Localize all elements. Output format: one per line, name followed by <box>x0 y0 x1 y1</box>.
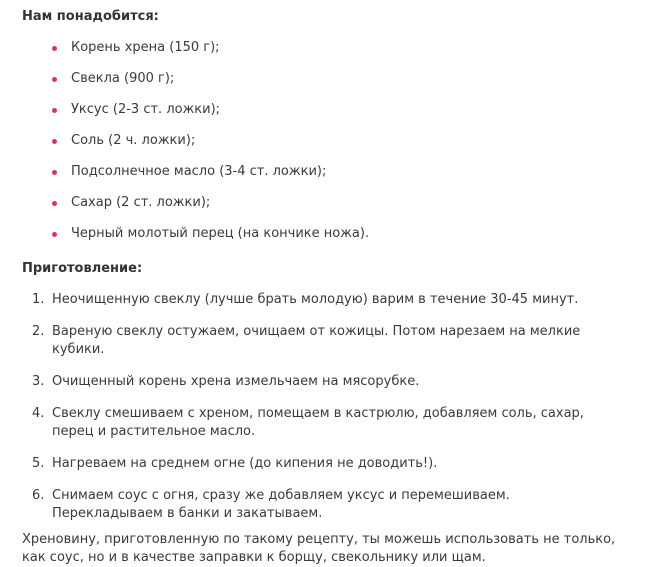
ingredient-text: Сахар (2 ст. ложки); <box>71 195 211 210</box>
ingredients-heading: Нам понадобится: <box>22 9 159 24</box>
bullet-dot-icon <box>52 232 57 237</box>
ingredient-text: Корень хрена (150 г); <box>71 40 220 55</box>
bullet-dot-icon <box>52 108 57 113</box>
step-item <box>22 323 659 359</box>
bullet-dot-icon <box>52 170 57 175</box>
ingredient-item <box>22 70 659 101</box>
ingredient-text: Уксус (2-3 ст. ложки); <box>71 102 221 117</box>
step-number: 1. <box>32 292 45 307</box>
bullet-dot-icon <box>52 139 57 144</box>
step-text: Вареную свеклу остужаем, очищаем от кожицы. Потом нарезаем на мелкие кубики. <box>52 324 581 357</box>
bullet-dot-icon <box>52 77 57 82</box>
step-text: Очищенный корень хрена измельчаем на мясорубке. <box>52 374 420 389</box>
bullet-dot-icon <box>52 46 57 51</box>
ingredient-item <box>22 101 659 132</box>
ingredient-text: Подсолнечное масло (3-4 ст. ложки); <box>71 164 327 179</box>
ingredient-item <box>22 194 659 225</box>
preparation-heading: Приготовление: <box>22 261 143 276</box>
closing-paragraph: Хреновину, приготовленную по такому рецепту, ты можешь использовать не только, как соус, но и в качестве заправки к борщу, свекольнику или щам. <box>22 532 616 565</box>
step-number: 4. <box>32 406 45 421</box>
step-text: Нагреваем на среднем огне (до кипения не доводить!). <box>52 456 438 471</box>
ingredient-text: Черный молотый перец (на кончике ножа). <box>71 226 370 241</box>
step-number: 2. <box>32 324 45 339</box>
ingredient-item <box>22 39 659 70</box>
step-item <box>22 405 659 441</box>
step-item <box>22 455 659 473</box>
preparation-steps-list <box>22 291 659 523</box>
step-number: 6. <box>32 488 45 503</box>
step-item <box>22 291 659 309</box>
step-text: Свеклу смешиваем с хреном, помещаем в кастрюлю, добавляем соль, сахар, перец и растительное масло. <box>52 406 584 439</box>
ingredient-item <box>22 163 659 194</box>
step-text: Неочищенную свеклу (лучше брать молодую) варим в течение 30-45 минут. <box>52 292 579 307</box>
ingredient-item <box>22 132 659 163</box>
ingredient-item <box>22 225 659 256</box>
step-number: 5. <box>32 456 45 471</box>
ingredient-text: Соль (2 ч. ложки); <box>71 133 196 148</box>
step-number: 3. <box>32 374 45 389</box>
ingredients-list <box>22 39 659 256</box>
step-item <box>22 487 659 523</box>
ingredient-text: Свекла (900 г); <box>71 71 175 86</box>
step-item <box>22 373 659 391</box>
step-text: Снимаем соус с огня, сразу же добавляем уксус и перемешиваем. Перекладываем в банки и закатываем. <box>52 488 510 521</box>
bullet-dot-icon <box>52 201 57 206</box>
